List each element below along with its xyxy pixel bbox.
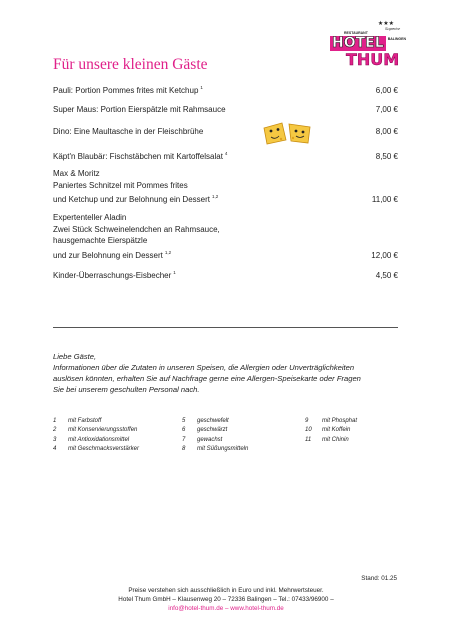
logo-restaurant: RESTAURANT (344, 31, 368, 35)
menu-item-text: und Ketchup und zur Belohnung ein Dessert (53, 195, 210, 204)
menu-item (53, 104, 398, 116)
allergen-number: 9 (305, 418, 309, 424)
page-title: Für unsere kleinen Gäste (53, 56, 208, 73)
allergen-label: mit Koffein (322, 427, 351, 434)
allergen-label: mit Farbstoff (68, 418, 102, 424)
allergen-row (182, 426, 248, 435)
menu-item-text: Paniertes Schnitzel mit Pommes frites (53, 180, 188, 190)
menu-item (53, 168, 398, 206)
menu-item-line (53, 104, 398, 116)
logo-superior: Superior (384, 26, 400, 31)
allergen-label: mit Süßungsmitteln (197, 445, 249, 452)
allergen-row (182, 417, 248, 426)
notice-line: Liebe Gäste, (53, 352, 97, 361)
logo-thum: THUM (346, 50, 400, 69)
allergen-label: mit Phosphat (322, 418, 358, 424)
menu-item (53, 82, 398, 97)
menu-item-line (53, 224, 398, 236)
allergen-number: 5 (182, 418, 186, 424)
allergen-column (182, 417, 248, 454)
allergen-number: 11 (305, 436, 312, 443)
notice-line: auslösen könnten, erhalten Sie auf Nachfrage gerne eine Allergen-Speisekarte oder Fragen (53, 374, 361, 383)
allergen-footnote: 1,2 (164, 249, 172, 255)
menu-item-text: Käpt'n Blaubär: Fischstäbchen mit Kartoffelsalat (53, 152, 223, 161)
hotel-logo (326, 20, 408, 74)
allergen-footnote: 1 (200, 85, 203, 90)
allergen-row (53, 417, 139, 426)
logo-balingen: BALINGEN (387, 37, 406, 41)
allergen-number: 10 (305, 427, 312, 434)
allergen-label: geschwefelt (197, 418, 229, 424)
allergen-row (182, 445, 248, 454)
allergen-row (53, 436, 139, 445)
menu-item-text: Super Maus: Portion Eierspätzle mit Rahmsauce (53, 105, 226, 114)
allergen-row (305, 436, 357, 445)
menu-item-price: 7,00 € (375, 105, 398, 114)
allergen-number: 6 (182, 427, 186, 434)
menu-item-line (53, 247, 398, 262)
allergen-number: 2 (53, 427, 57, 434)
allergen-number: 3 (53, 436, 57, 443)
menu-item-text: Max & Moritz (53, 169, 100, 178)
menu-item-price: 8,00 € (375, 127, 398, 136)
menu-item-text: und zur Belohnung ein Dessert (53, 250, 163, 260)
allergen-number: 8 (182, 445, 186, 452)
menu-item-line (53, 148, 398, 163)
cheese-illustration (262, 120, 314, 146)
allergen-footnote: 4 (224, 151, 228, 156)
menu-item-line (53, 267, 398, 282)
divider (53, 327, 398, 328)
footer-price-note: Preise verstehen sich ausschließlich in Euro und inkl. Mehrwertsteuer. (128, 587, 324, 594)
menu-item-line (53, 235, 398, 247)
allergen-label: mit Konservierungsstoffen (68, 427, 138, 434)
menu-item (53, 148, 398, 163)
allergen-number: 7 (182, 436, 186, 443)
allergen-row (305, 426, 357, 435)
menu-item (53, 212, 398, 261)
stand-date: Stand: 01.25 (361, 575, 397, 582)
allergen-footnote: 1,2 (212, 194, 219, 199)
allergen-number: 4 (53, 445, 57, 452)
menu-item-line (53, 126, 398, 138)
allergen-label: mit Chinin (322, 436, 349, 443)
allergy-notice (53, 351, 403, 395)
menu-item (53, 267, 398, 282)
allergen-label: gewachst (197, 436, 223, 443)
menu-item-price: 12,00 € (371, 250, 398, 260)
cheese-right-icon (289, 124, 310, 143)
logo-hotel: HOTEL (332, 35, 384, 51)
menu-item-line (53, 212, 398, 224)
menu-item-price: 11,00 € (371, 195, 398, 204)
menu-item-text: Kinder-Überraschungs-Eisbecher (53, 271, 172, 280)
menu-item-text: Expertenteller Aladin (53, 213, 127, 222)
menu-item-line (53, 82, 398, 97)
cheese-left-icon (264, 123, 286, 144)
menu-item-text: Dino: Eine Maultasche in der Fleischbrühe (53, 127, 204, 136)
notice-line: Informationen über die Zutaten in unseren Speisen, die Allergien oder Unverträglichkeiten (53, 363, 355, 372)
allergen-label: mit Antioxidationsmittel (68, 436, 130, 443)
allergen-row (53, 445, 139, 454)
menu-item-price: 4,50 € (375, 271, 398, 280)
allergen-label: geschwärzt (197, 427, 228, 434)
footer-contact-links[interactable]: info@hotel-thum.de – www.hotel-thum.de (168, 605, 284, 612)
menu-item (53, 126, 398, 138)
menu-item-text: Pauli: Portion Pommes frites mit Ketchup (53, 86, 199, 95)
menu-item-line (53, 191, 398, 206)
allergen-number: 1 (53, 418, 57, 424)
allergen-column (53, 417, 139, 454)
menu-item-text: hausgemachte Eierspätzle (53, 236, 148, 245)
allergen-row (182, 436, 248, 445)
allergen-row (305, 417, 357, 426)
menu-item-price: 8,50 € (375, 152, 398, 161)
footer (0, 586, 452, 613)
menu-item-price: 6,00 € (375, 86, 398, 95)
allergen-label: mit Geschmacksverstärker (68, 445, 140, 452)
menu-item-text: Zwei Stück Schweinelendchen an Rahmsauce, (53, 224, 220, 234)
allergen-row (53, 426, 139, 435)
allergen-column (305, 417, 357, 445)
notice-line: Sie bei unserem geschulten Personal nach. (53, 385, 200, 394)
allergen-footnote: 1 (173, 270, 176, 275)
footer-address: Hotel Thum GmbH – Klausenweg 20 – 72336 Balingen – Tel.: 07433/96900 – (118, 596, 334, 603)
menu-item-line (53, 168, 398, 180)
menu-item-line (53, 180, 398, 192)
rating-stars: ★★★ (377, 21, 394, 27)
